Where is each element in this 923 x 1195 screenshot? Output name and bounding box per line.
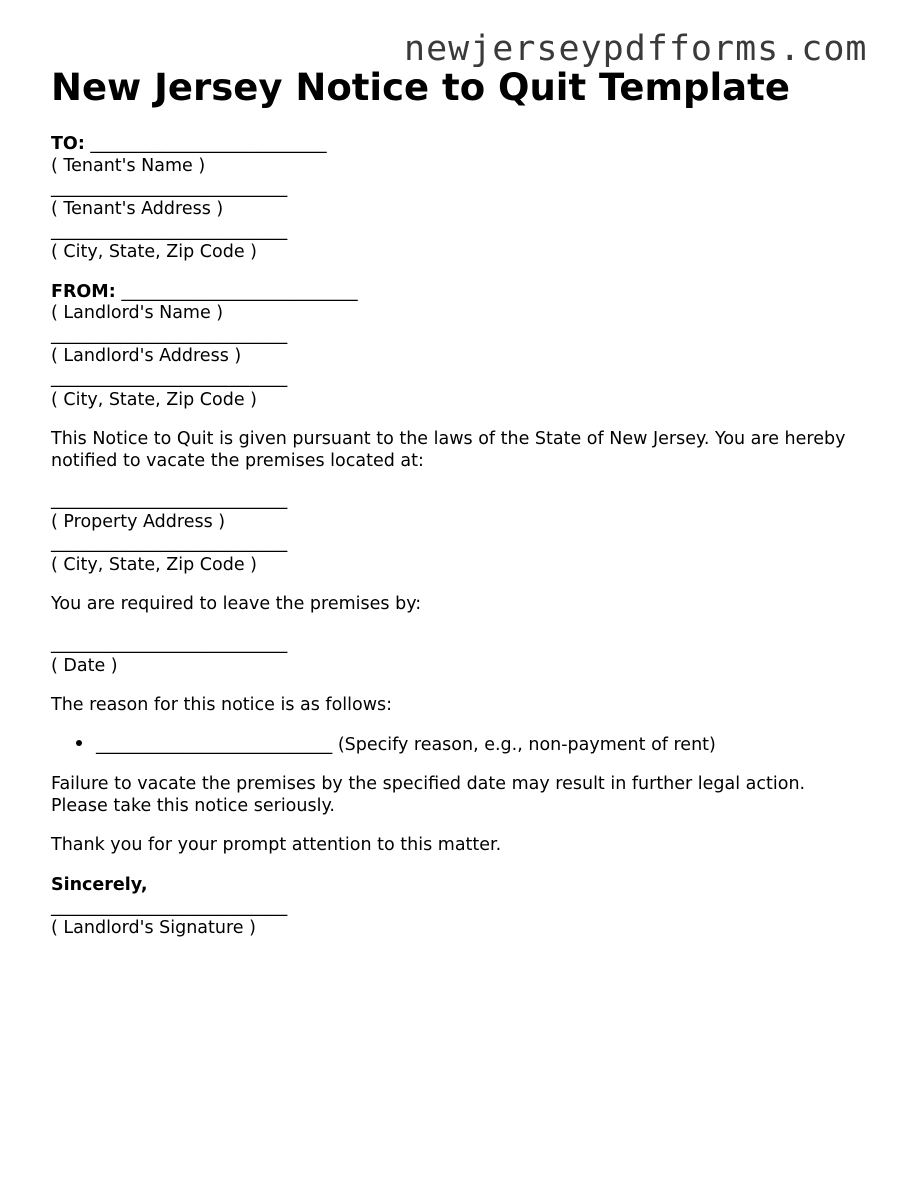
failure-line-1: Failure to vacate the premises by the specified date may result in further legal action.: [51, 774, 806, 794]
date-label: ( Date ): [51, 656, 118, 676]
notice-paragraph: This Notice to Quit is given pursuant to the laws of the State of New Jersey. You are hereby notified to vacate the premises located at:: [51, 429, 846, 471]
from-line: [51, 282, 358, 304]
closing-text: Sincerely,: [51, 875, 148, 895]
reason-item: ___________________________ (Specify reason, e.g., non-payment of rent): [96, 735, 716, 755]
tenant-address-label: ( Tenant's Address ): [51, 199, 224, 219]
property-address-label: ( Property Address ): [51, 512, 226, 532]
signature-label: ( Landlord's Signature ): [51, 918, 256, 938]
to-label: TO:: [51, 134, 85, 154]
thank-you-text: Thank you for your prompt attention to this matter.: [51, 835, 502, 855]
landlord-city-label: ( City, State, Zip Code ): [51, 390, 257, 410]
landlord-address-blank: ___________________________: [51, 325, 288, 345]
property-city-label: ( City, State, Zip Code ): [51, 555, 257, 575]
landlord-address-label: ( Landlord's Address ): [51, 346, 242, 366]
leave-by-text: You are required to leave the premises by:: [51, 594, 422, 614]
page-title: New Jersey Notice to Quit Template: [51, 66, 790, 109]
landlord-name-label: ( Landlord's Name ): [51, 303, 224, 323]
tenant-city-label: ( City, State, Zip Code ): [51, 242, 257, 262]
bullet-icon: [76, 740, 82, 746]
signature-blank: ___________________________: [51, 897, 288, 917]
from-blank: ___________________________: [121, 282, 358, 302]
from-label: FROM:: [51, 282, 116, 302]
reason-intro: The reason for this notice is as follows:: [51, 695, 393, 715]
failure-line-2: Please take this notice seriously.: [51, 796, 335, 816]
property-city-blank: ___________________________: [51, 533, 288, 553]
property-address-blank: ___________________________: [51, 490, 288, 510]
tenant-name-label: ( Tenant's Name ): [51, 156, 206, 176]
tenant-address-blank: ___________________________: [51, 178, 288, 198]
date-blank: ___________________________: [51, 634, 288, 654]
landlord-city-blank: ___________________________: [51, 368, 288, 388]
to-line: [51, 134, 327, 156]
tenant-city-blank: ___________________________: [51, 221, 288, 241]
to-blank: ___________________________: [90, 134, 327, 154]
site-watermark: newjerseypdfforms.com: [404, 29, 868, 69]
